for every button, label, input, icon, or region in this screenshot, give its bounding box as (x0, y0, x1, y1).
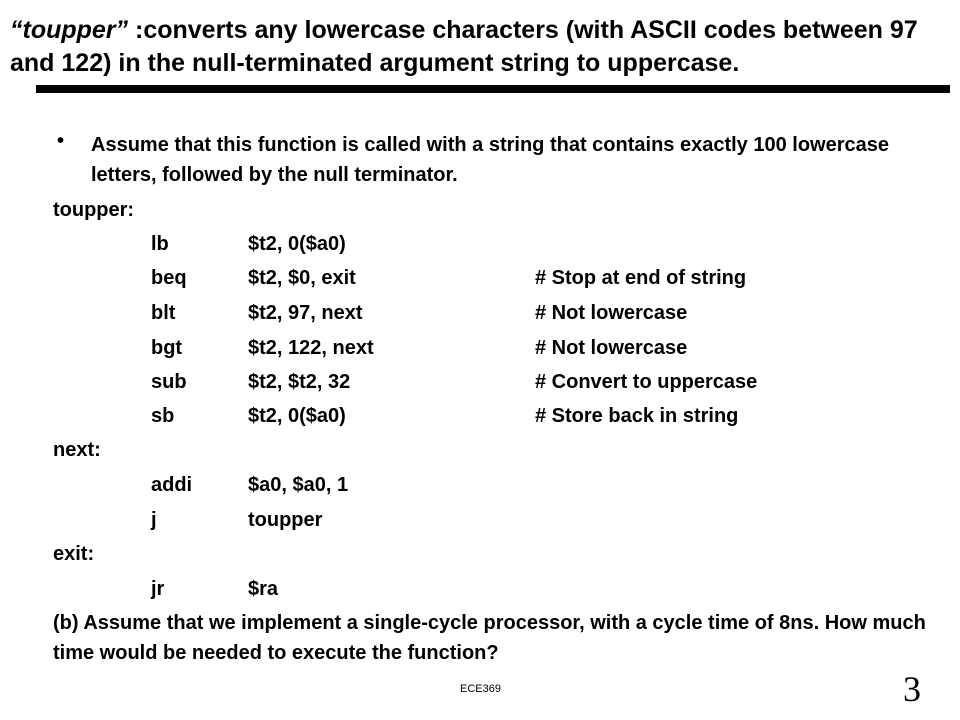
code-comment: # Convert to uppercase (535, 371, 758, 393)
title-description: :converts any lowercase characters (with ASCII codes between 97 and 122) in the null-terminated argument string to uppercase. (10, 16, 918, 77)
code-comment: # Not lowercase (535, 302, 688, 324)
code-op: addi (151, 474, 193, 496)
question-b: (b) Assume that we implement a single-cycle processor, with a cycle time of 8ns. How much time would be needed to execute the function? (53, 612, 926, 664)
code-args: toupper (248, 509, 323, 531)
code-op: jr (151, 578, 165, 600)
code-args: $t2, $t2, 32 (248, 371, 351, 393)
code-op: sb (151, 405, 175, 427)
code-args: $t2, 122, next (248, 337, 374, 359)
code-args: $t2, $0, exit (248, 267, 356, 289)
code-args: $a0, $a0, 1 (248, 474, 349, 496)
label-next: next: (53, 439, 101, 461)
code-comment: # Stop at end of string (535, 267, 747, 289)
code-args: $t2, 0($a0) (248, 405, 346, 427)
bullet-marker: • (57, 130, 65, 152)
code-op: lb (151, 233, 169, 255)
code-args: $t2, 97, next (248, 302, 363, 324)
bullet-assumption: Assume that this function is called with a string that contains exactly 100 lowercase letters, followed by the null terminator. (91, 134, 890, 186)
code-args: $t2, 0($a0) (248, 233, 346, 255)
code-op: j (151, 509, 157, 531)
label-toupper: toupper: (53, 199, 135, 221)
code-args: $ra (248, 578, 279, 600)
code-comment: # Not lowercase (535, 337, 688, 359)
title-function-name: “toupper” (10, 16, 129, 44)
code-op: bgt (151, 337, 183, 359)
slide-title (10, 14, 950, 80)
code-op: beq (151, 267, 187, 289)
code-comment: # Store back in string (535, 405, 739, 427)
footer-course: ECE369 (460, 683, 501, 695)
code-op: blt (151, 302, 176, 324)
title-divider (36, 85, 950, 93)
code-op: sub (151, 371, 187, 393)
label-exit: exit: (53, 543, 95, 565)
page-number: 3 (903, 669, 921, 709)
